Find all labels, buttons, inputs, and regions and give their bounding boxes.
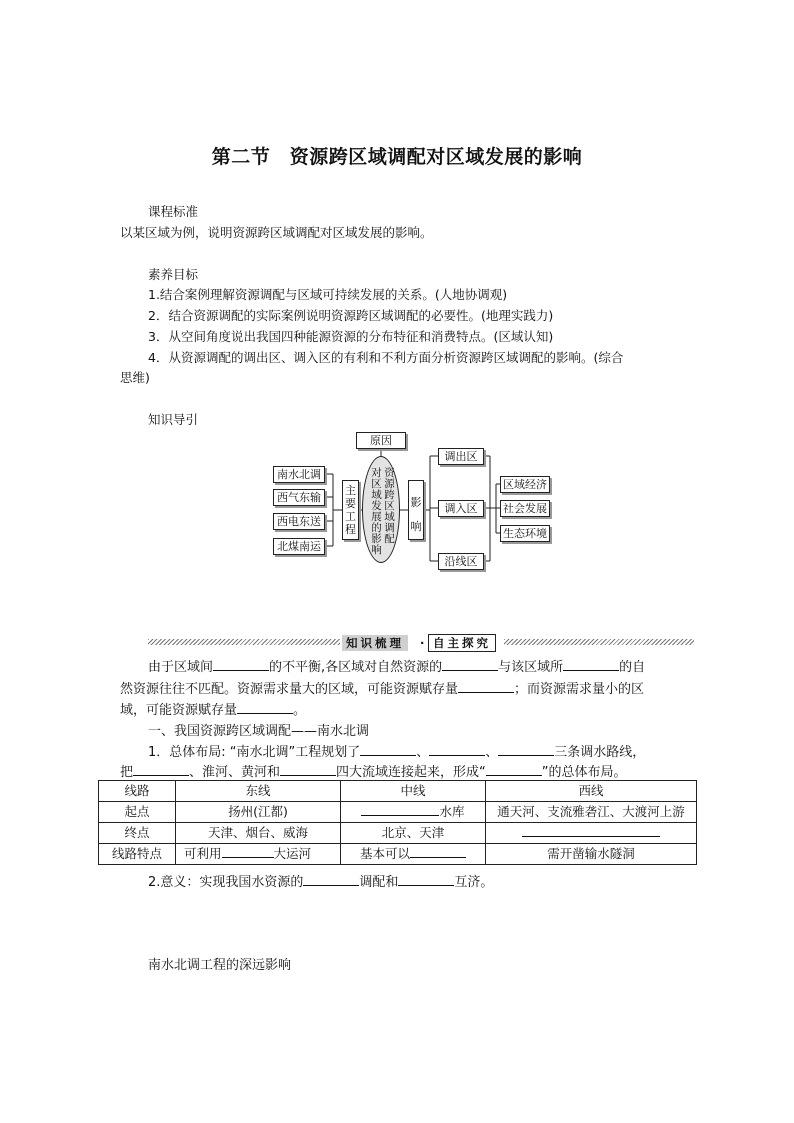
table-cell: 线路特点 <box>99 844 176 865</box>
banner-left-label: 知识梳理 <box>342 635 408 651</box>
fill-blank[interactable] <box>361 802 439 816</box>
goal-item: 思维) <box>120 370 150 385</box>
fill-blank[interactable] <box>303 872 359 886</box>
table-cell: 基本可以 <box>341 844 486 865</box>
banner-hatch-right <box>504 639 694 645</box>
table-cell: 北京、天津 <box>341 823 486 844</box>
layout-line-2: 把 、淮河、黄河和 四大流域连接起来，形成“ ”的总体布局。 <box>120 762 627 783</box>
goal-item: 2．结合资源调配的实际案例说明资源跨区域调配的必要性。(地理实践力) <box>148 308 554 323</box>
table-header: 西线 <box>486 781 697 802</box>
table-header-row <box>99 781 697 802</box>
meaning-line: 2.意义：实现我国水资源的 调配和 互济。 <box>148 872 493 893</box>
banner-hatch-left <box>148 639 340 645</box>
fill-blank[interactable] <box>442 657 498 671</box>
area-box: 调入区 <box>438 500 484 517</box>
page-title: 第二节 资源跨区域调配对区域发展的影响 <box>211 146 583 168</box>
goal-item: 3．从空间角度说出我国四种能源资源的分布特征和消费特点。(区域认知) <box>148 329 554 344</box>
fill-blank[interactable] <box>133 762 189 776</box>
fill-blank[interactable] <box>522 823 660 837</box>
area-box: 沿线区 <box>438 553 484 570</box>
goal-item: 4．从资源调配的调出区、调入区的有利和不利方面分析资源跨区域调配的影响。(综合 <box>148 350 624 365</box>
banner-right-label: 自主探究 <box>428 634 496 652</box>
fill-blank[interactable] <box>280 762 336 776</box>
project-box: 西电东送 <box>273 513 325 530</box>
guide-heading: 知识导引 <box>148 412 199 427</box>
fill-blank[interactable] <box>563 657 619 671</box>
footer-heading: 南水北调工程的深远影响 <box>148 958 292 973</box>
section-banner <box>148 633 694 653</box>
standard-heading: 课程标准 <box>148 204 199 219</box>
fill-blank[interactable] <box>410 844 466 858</box>
intro-line-3: 域，可能资源赋存量 。 <box>120 700 306 721</box>
project-box: 南水北调 <box>273 466 325 483</box>
goals-heading: 素养目标 <box>148 267 199 282</box>
project-box: 北煤南运 <box>273 538 325 555</box>
layout-line-1: 1．总体布局: “南水北调”工程规划了 、 、 三条调水路线， <box>148 742 645 763</box>
center-label-col1: 资源跨区域调配 <box>384 467 395 545</box>
table-cell: 需开凿输水隧洞 <box>486 844 697 865</box>
table-cell: 可利用 大运河 <box>176 844 341 865</box>
reason-box: 原因 <box>356 432 406 449</box>
table-header: 线路 <box>99 781 176 802</box>
table-cell: 水库 <box>341 802 486 823</box>
fill-blank[interactable] <box>222 844 274 858</box>
fill-blank[interactable] <box>429 742 485 756</box>
fill-blank[interactable] <box>458 679 514 693</box>
banner-dot: · <box>420 636 425 650</box>
intro-line-1: 由于区域间 的不平衡,各区域对自然资源的 与该区域所 的自 <box>148 657 645 678</box>
table-cell: 通天河、支流雅砻江、大渡河上游 <box>486 802 697 823</box>
section-1-heading: 一、我国资源跨区域调配——南水北调 <box>148 724 370 739</box>
effect-box: 社会发展 <box>500 500 550 517</box>
table-cell: 终点 <box>99 823 176 844</box>
table-cell: 扬州(江都) <box>176 802 341 823</box>
fill-blank[interactable] <box>237 700 293 714</box>
standard-text: 以某区域为例，说明资源跨区域调配对区域发展的影响。 <box>120 225 433 240</box>
table-cell: 天津、烟台、威海 <box>176 823 341 844</box>
water-routes-table <box>98 780 697 865</box>
fill-blank[interactable] <box>486 762 542 776</box>
goal-item: 1.结合案例理解资源调配与区域可持续发展的关系。(人地协调观) <box>148 287 508 302</box>
fill-blank[interactable] <box>398 872 454 886</box>
table-header: 中线 <box>341 781 486 802</box>
area-box: 调出区 <box>438 448 484 465</box>
intro-line-2: 然资源往往不匹配。资源需求量大的区域，可能资源赋存量 ；而资源需求量小的区 <box>120 679 644 700</box>
fill-blank[interactable] <box>498 742 554 756</box>
table-cell <box>486 823 697 844</box>
project-box: 西气东输 <box>273 489 325 506</box>
fill-blank[interactable] <box>213 657 269 671</box>
table-cell: 起点 <box>99 802 176 823</box>
table-row <box>99 844 697 865</box>
impact-box: 影响 <box>408 480 424 540</box>
center-ellipse <box>362 456 400 563</box>
effect-box: 区域经济 <box>500 476 550 493</box>
center-label-col2: 对区域发展的影响 <box>371 467 382 556</box>
fill-blank[interactable] <box>360 742 416 756</box>
main-projects-box: 主要工程 <box>342 480 359 540</box>
table-row <box>99 802 697 823</box>
table-header: 东线 <box>176 781 341 802</box>
effect-box: 生态环境 <box>500 525 550 542</box>
table-row <box>99 823 697 844</box>
